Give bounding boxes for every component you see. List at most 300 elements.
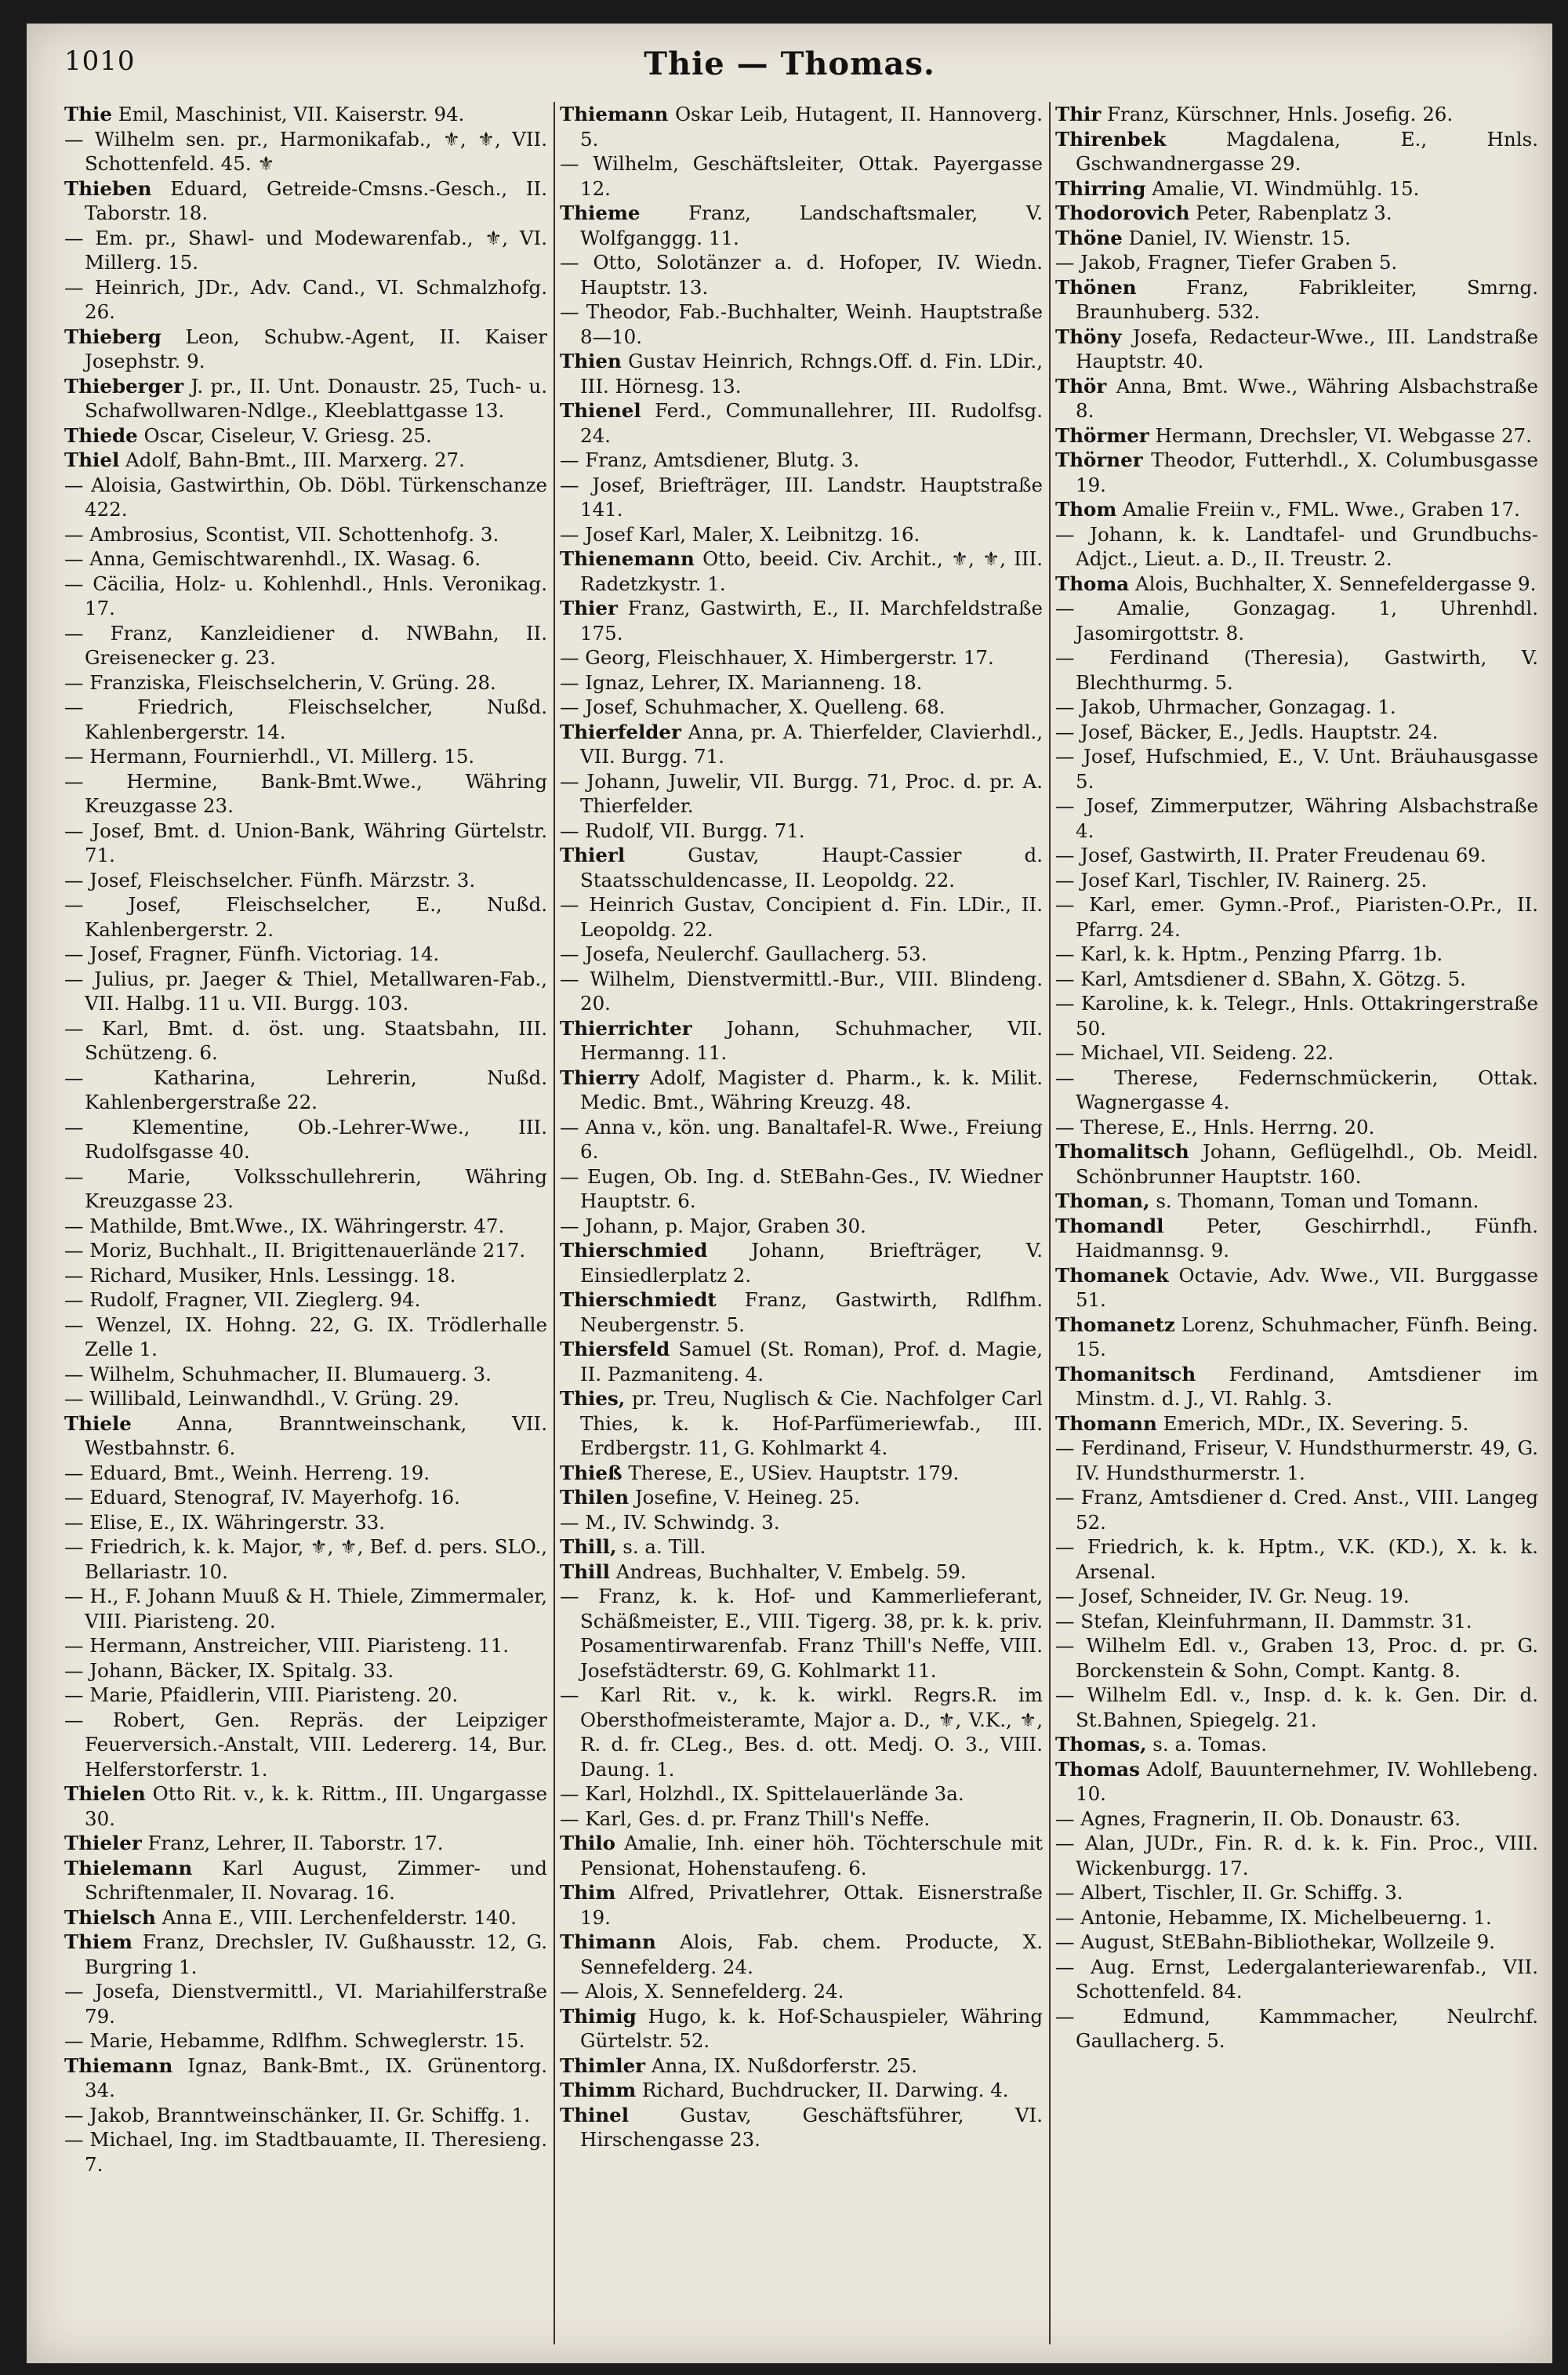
directory-entry [64, 1683, 547, 1708]
entry-surname: Thierfelder [560, 720, 681, 743]
entry-details: Otto, beeid. Civ. Archit., ⚜, ⚜, III. Radetzkystr. 1. [580, 547, 1043, 595]
directory-entry [560, 596, 1043, 645]
directory-entry [1055, 695, 1538, 720]
entry-details: Leon, Schubw.-Agent, II. Kaiser Josephstr. 9. [85, 325, 547, 372]
entry-details: s. a. Tomas. [1146, 1733, 1268, 1756]
directory-entry [560, 695, 1043, 720]
entry-details: Franz, Gastwirth, Rdlfhm. Neubergenstr. 5. [580, 1288, 1043, 1336]
directory-entry [560, 1287, 1043, 1337]
entry-details: — Friedrich, k. k. Hptm., V.K. (KD.), X. k. k. Arsenal. [1055, 1535, 1538, 1583]
entry-details: — Theodor, Fab.-Buchhalter, Weinh. Hauptstraße 8—10. [560, 300, 1043, 348]
entry-details: Josefine, V. Heineg. 25. [629, 1486, 860, 1509]
entry-details: — Marie, Volksschullehrerin, Währing Kreuzgasse 23. [64, 1164, 547, 1212]
entry-details: Franz, Gastwirth, E., II. Marchfeldstraße 175. [580, 597, 1043, 645]
entry-details: Johann, Schuhmacher, VII. Hermanng. 11. [580, 1016, 1043, 1064]
entry-details: — Marie, Hebamme, Rdlfhm. Schweglerstr. 15. [64, 2029, 525, 2052]
entry-details: — Friedrich, Fleischselcher, Nußd. Kahlenbergerstr. 14. [64, 695, 547, 743]
entry-surname: Thomalitsch [1055, 1140, 1189, 1163]
directory-entry [64, 2103, 547, 2128]
directory-entry [1055, 1683, 1538, 1732]
entry-details: — Wilhelm Edl. v., Graben 13, Proc. d. pr. G. Borckenstein & Sohn, Compt. Kantg. 8. [1055, 1634, 1538, 1682]
directory-entry [1055, 1807, 1538, 1832]
directory-entry [560, 670, 1043, 695]
entry-details: Magdalena, E., Hnls. Gschwandnergasse 29. [1076, 127, 1538, 175]
entry-details: — Elise, E., IX. Währingerstr. 33. [64, 1510, 386, 1534]
directory-entry [1055, 325, 1538, 374]
entry-surname: Thielsch [64, 1905, 156, 1929]
directory-entry [1055, 967, 1538, 992]
directory-entry [560, 2054, 1043, 2079]
directory-entry [64, 1238, 547, 1263]
entry-details: — Anna v., kön. ung. Banaltafel-R. Wwe., Freiung 6. [560, 1115, 1043, 1163]
directory-entry [64, 1016, 547, 1066]
entry-details: — Rudolf, Fragner, VII. Zieglerg. 94. [64, 1288, 421, 1311]
entry-surname: Thilen [560, 1486, 630, 1509]
entry-details: — Moriz, Buchhalt., II. Brigittenauerlände 217. [64, 1239, 526, 1262]
directory-entry [64, 1510, 547, 1535]
directory-entry [64, 2127, 547, 2177]
entry-details: Lorenz, Schuhmacher, Fünfh. Being. 15. [1076, 1313, 1538, 1360]
entry-details: — Franz, Amtsdiener, Blutg. 3. [560, 448, 860, 471]
directory-entry [1055, 1633, 1538, 1683]
entry-surname: Thörmer [1055, 423, 1149, 447]
entry-details: Ignaz, Bank-Bmt., IX. Grünentorg. 34. [85, 2054, 547, 2101]
directory-entry [560, 349, 1043, 398]
directory-entry [1055, 1189, 1538, 1214]
entry-surname: Thomanetz [1055, 1313, 1175, 1336]
entry-details: Peter, Rabenplatz 3. [1189, 202, 1392, 224]
entry-surname: Thienel [560, 399, 641, 422]
entry-details: — M., IV. Schwindg. 3. [560, 1510, 780, 1534]
directory-entry [1055, 645, 1538, 695]
directory-entry [1055, 127, 1538, 176]
directory-entry [64, 1485, 547, 1510]
directory-entry [1055, 275, 1538, 325]
directory-entry [560, 250, 1043, 300]
entry-surname: Thiem [64, 1930, 132, 1953]
directory-entry [1055, 1831, 1538, 1880]
entry-details: — Josef Karl, Tischler, IV. Rainerg. 25. [1055, 868, 1428, 892]
directory-entry [1055, 744, 1538, 793]
entry-details: — Josef Karl, Maler, X. Leibnitzg. 16. [560, 522, 920, 546]
directory-entry [64, 1461, 547, 1486]
entry-surname: Thienemann [560, 547, 695, 570]
directory-entry [1055, 102, 1538, 127]
page-number: 1010 [64, 45, 136, 77]
entry-details: — Karl, emer. Gymn.-Prof., Piaristen-O.Pr., II. Pfarrg. 24. [1055, 893, 1538, 941]
entry-details: — Katharina, Lehrerin, Nußd. Kahlenbergerstraße 22. [64, 1066, 547, 1113]
directory-entry [64, 967, 547, 1016]
entry-details: Richard, Buchdrucker, II. Darwing. 4. [636, 2079, 1009, 2101]
entry-details: — Karl, Holzhdl., IX. Spittelauerlände 3a. [560, 1782, 964, 1805]
directory-entry [1055, 1139, 1538, 1189]
directory-entry [64, 819, 547, 868]
entry-details: — Richard, Musiker, Hnls. Lessingg. 18. [64, 1263, 456, 1287]
entry-details: Franz, Lehrer, II. Taborstr. 17. [141, 1832, 444, 1854]
directory-entry [64, 547, 547, 572]
entry-surname: Thoma [1055, 572, 1130, 595]
entry-details: Franz, Fabrikleiter, Smrng. Braunhuberg. 532. [1076, 275, 1538, 323]
entry-details: Adolf, Bauunternehmer, IV. Wohllebeng. 10. [1076, 1757, 1538, 1805]
directory-entry [560, 448, 1043, 473]
directory-entry [64, 176, 547, 226]
entry-surname: Thör [1055, 374, 1107, 398]
entry-details: — Klementine, Ob.-Lehrer-Wwe., III. Rudolfsgasse 40. [64, 1115, 547, 1163]
directory-entry [64, 1905, 547, 1930]
directory-entry [64, 1214, 547, 1239]
entry-details: — Georg, Fleischhauer, X. Himbergerstr. 17. [560, 646, 994, 669]
directory-entry [64, 1411, 547, 1461]
entry-details: — Josef, Schuhmacher, X. Quelleng. 68. [560, 695, 946, 718]
entry-details: — Josef, Bmt. d. Union-Bank, Währing Gürtelstr. 71. [64, 819, 547, 866]
directory-entry [560, 1066, 1043, 1115]
entry-details: — Antonie, Hebamme, IX. Michelbeuerng. 1. [1055, 1905, 1492, 1929]
entry-surname: Thimm [560, 2079, 637, 2101]
directory-entry [1055, 1757, 1538, 1807]
entry-details: — Wilhelm Edl. v., Insp. d. k. k. Gen. Dir. d. St.Bahnen, Spiegelg. 21. [1055, 1683, 1538, 1731]
entry-details: — Wilhelm, Geschäftsleiter, Ottak. Payergasse 12. [560, 152, 1043, 200]
entry-surname: Thomann [1055, 1411, 1157, 1435]
entry-details: — Amalie, Gonzagag. 1, Uhrenhdl. Jasomirgottstr. 8. [1055, 597, 1538, 645]
entry-details: — Otto, Solotänzer a. d. Hofoper, IV. Wiedn. Hauptstr. 13. [560, 251, 1043, 299]
entry-surname: Thimann [560, 1930, 656, 1953]
entry-surname: Thomanek [1055, 1263, 1169, 1287]
entry-surname: Thiel [64, 448, 120, 471]
directory-entry [1055, 448, 1538, 497]
entry-details: Daniel, IV. Wienstr. 15. [1122, 226, 1351, 249]
entry-surname: Thieberg [64, 325, 162, 348]
entry-details: — Johann, Juwelir, VII. Burgg. 71, Proc. d. pr. A. Thierfelder. [560, 769, 1043, 817]
entry-details: — Jakob, Fragner, Tiefer Graben 5. [1055, 251, 1398, 274]
directory-entry [560, 769, 1043, 819]
directory-entry [1055, 374, 1538, 423]
entry-details: — Karl, Amtsdiener d. SBahn, X. Götzg. 5. [1055, 967, 1466, 990]
directory-entry [64, 1263, 547, 1288]
directory-entry [1055, 572, 1538, 597]
directory-entry [560, 645, 1043, 670]
entry-details: — Alan, JUDr., Fin. R. d. k. k. Fin. Proc., VIII. Wickenburgg. 17. [1055, 1832, 1538, 1879]
directory-entry [1055, 176, 1538, 202]
entry-details: — Wilhelm, Schuhmacher, II. Blumauerg. 3. [64, 1362, 492, 1385]
entry-details: Oskar Leib, Hutagent, II. Hannoverg. 5. [580, 103, 1043, 151]
entry-details: Samuel (St. Roman), Prof. d. Magie, II. Pazmaniteng. 4. [580, 1338, 1043, 1385]
entry-surname: Thirring [1055, 176, 1146, 200]
entry-details: — Heinrich Gustav, Concipient d. Fin. LDir., II. Leopoldg. 22. [560, 893, 1043, 941]
directory-entry [1055, 522, 1538, 572]
entry-details: — Ambrosius, Scontist, VII. Schottenhofg. 3. [64, 522, 499, 546]
directory-entry [64, 1066, 547, 1115]
directory-entry [560, 1807, 1043, 1832]
entry-details: Emerich, MDr., IX. Severing. 5. [1156, 1411, 1469, 1435]
entry-surname: Thinel [560, 2103, 630, 2126]
directory-entry [64, 374, 547, 423]
directory-entry [64, 1856, 547, 1905]
entry-details: — Heinrich, JDr., Adv. Cand., VI. Schmalzhofg. 26. [64, 275, 547, 323]
entry-surname: Thieberger [64, 374, 184, 398]
directory-entry [1055, 1485, 1538, 1534]
directory-entry [64, 1979, 547, 2028]
entry-details: — Josef, Schneider, IV. Gr. Neug. 19. [1055, 1585, 1410, 1607]
entry-details: — Josef, Bäcker, E., Jedls. Hauptstr. 24. [1055, 720, 1439, 743]
directory-entry [560, 1016, 1043, 1066]
entry-details: — Johann, Bäcker, IX. Spitalg. 33. [64, 1658, 394, 1682]
directory-entry [64, 1313, 547, 1362]
directory-entry [560, 1880, 1043, 1930]
directory-entry [1055, 1066, 1538, 1115]
directory-entry [1055, 1880, 1538, 1905]
entry-surname: Thöne [1055, 226, 1123, 249]
running-head: Thie — Thomas. [644, 45, 935, 82]
entry-details: — Therese, E., Hnls. Herrng. 20. [1055, 1115, 1375, 1138]
entry-surname: Thies, [560, 1387, 626, 1410]
entry-surname: Thom [1055, 498, 1117, 521]
directory-entry [1055, 720, 1538, 745]
directory-entry [560, 942, 1043, 967]
directory-entry [64, 1386, 547, 1411]
entry-details: Hugo, k. k. Hof-Schauspieler, Währing Gürtelstr. 52. [580, 2004, 1043, 2052]
entry-surname: Thomanitsch [1055, 1362, 1196, 1385]
directory-entry [64, 1115, 547, 1164]
entry-details: Emil, Maschinist, VII. Kaiserstr. 94. [111, 103, 465, 125]
entry-details: — Jakob, Branntweinschänker, II. Gr. Schiffg. 1. [64, 2103, 531, 2126]
entry-details: — Rudolf, VII. Burgg. 71. [560, 819, 805, 842]
entry-surname: Thierschmiedt [560, 1288, 717, 1311]
entry-surname: Thill [560, 1560, 610, 1583]
entry-details: — Karoline, k. k. Telegr., Hnls. Ottakringerstraße 50. [1055, 992, 1538, 1040]
directory-entry [560, 102, 1043, 151]
entry-details: Johann, Briefträger, V. Einsiedlerplatz 2. [580, 1239, 1043, 1287]
entry-surname: Thoman, [1055, 1189, 1150, 1212]
directory-entry [560, 2004, 1043, 2054]
entry-details: Anna E., VIII. Lerchenfelderstr. 140. [155, 1905, 517, 1929]
entry-details: Oscar, Ciseleur, V. Griesg. 25. [137, 423, 432, 447]
directory-entry [64, 423, 547, 448]
entry-details: Gustav, Haupt-Cassier d. Staatsschuldencasse, II. Leopoldg. 22. [580, 844, 1043, 892]
entry-surname: Thodorovich [1055, 202, 1190, 224]
directory-entry [64, 621, 547, 670]
directory-entry [1055, 1732, 1538, 1757]
directory-entry [1055, 892, 1538, 942]
directory-entry [560, 1386, 1043, 1461]
entry-details: — Karl, Bmt. d. öst. ung. Staatsbahn, III. Schützeng. 6. [64, 1016, 547, 1064]
directory-entry [560, 1930, 1043, 1979]
directory-entry [560, 2078, 1043, 2103]
directory-entry [1055, 1115, 1538, 1140]
entry-details: — Stefan, Kleinfuhrmann, II. Dammstr. 31. [1055, 1609, 1472, 1632]
directory-entry [560, 1534, 1043, 1560]
directory-entry [1055, 423, 1538, 448]
directory-entry [1055, 497, 1538, 522]
directory-entry [1055, 843, 1538, 868]
entry-details: pr. Treu, Nuglisch & Cie. Nachfolger Carl Thies, k. k. Hof-Parfümeriewfab., III. Erdbergstr. 11, G. Kohlmarkt 4. [580, 1387, 1043, 1459]
entry-details: — Eduard, Bmt., Weinh. Herreng. 19. [64, 1461, 430, 1484]
entry-details: — Aloisia, Gastwirthin, Ob. Döbl. Türkenschanze 422. [64, 473, 547, 521]
entry-details: Hermann, Drechsler, VI. Webgasse 27. [1149, 423, 1532, 447]
entry-surname: Thim [560, 1881, 616, 1904]
directory-entry [1055, 1411, 1538, 1436]
directory-entry [64, 275, 547, 325]
entry-details: — Agnes, Fragnerin, II. Ob. Donaustr. 63. [1055, 1807, 1461, 1830]
entry-details: Franz, Drechsler, IV. Gußhausstr. 12, G. Burgring 1. [85, 1930, 547, 1978]
entry-details: — Robert, Gen. Repräs. der Leipziger Feuerversich.-Anstalt, VIII. Ledererg. 14, Bur. Helferstorferstr. 1. [64, 1708, 547, 1781]
entry-surname: Thielen [64, 1782, 146, 1805]
entry-details: — Marie, Pfaidlerin, VIII. Piaristeng. 20. [64, 1683, 459, 1706]
column-divider [554, 102, 555, 2344]
entry-details: Peter, Geschirrhdl., Fünfh. Haidmannsg. 9. [1076, 1214, 1538, 1262]
entry-details: Alois, Buchhalter, X. Sennefeldergasse 9. [1129, 572, 1537, 595]
directory-entry [560, 398, 1043, 448]
directory-entry [64, 1287, 547, 1313]
entry-details: Therese, E., USiev. Hauptstr. 179. [622, 1461, 960, 1484]
directory-entry [560, 1831, 1043, 1880]
entry-details: — Jakob, Uhrmacher, Gonzagag. 1. [1055, 695, 1396, 718]
directory-entry [1055, 1362, 1538, 1411]
entry-details: — Johann, k. k. Landtafel- und Grundbuchs-Adjct., Lieut. a. D., II. Treustr. 2. [1055, 522, 1538, 570]
directory-entry [64, 522, 547, 547]
directory-entry [560, 1683, 1043, 1781]
entry-details: Anna, Branntweinschank, VII. Westbahnstr. 6. [85, 1411, 547, 1459]
entry-details: Gustav Heinrich, Rchngs.Off. d. Fin. LDir., III. Hörnesg. 13. [580, 350, 1043, 398]
directory-entry [64, 1362, 547, 1387]
entry-surname: Thieme [560, 202, 641, 224]
entry-details: s. a. Till. [616, 1535, 706, 1558]
directory-entry [64, 942, 547, 967]
entry-details: — Franziska, Fleischselcherin, V. Grüng. 28. [64, 670, 496, 694]
entry-details: Anna, IX. Nußdorferstr. 25. [645, 2054, 917, 2077]
directory-entry [560, 1560, 1043, 1585]
directory-entry [560, 151, 1043, 201]
entry-details: — Eduard, Stenograf, IV. Mayerhofg. 16. [64, 1486, 460, 1509]
directory-entry [560, 967, 1043, 1016]
entry-details: Ferdinand, Amtsdiener im Minstm. d. J., VI. Rahlg. 3. [1076, 1362, 1538, 1410]
entry-details: Eduard, Getreide-Cmsns.-Gesch., II. Taborstr. 18. [85, 176, 547, 224]
entry-details: — Edmund, Kammmacher, Neulrchf. Gaullacherg. 5. [1055, 2004, 1538, 2052]
entry-surname: Thöny [1055, 325, 1122, 348]
entry-details: Alois, Fab. chem. Producte, X. Sennefelderg. 24. [580, 1930, 1043, 1978]
entry-details: Theodor, Futterhdl., X. Columbusgasse 19. [1076, 448, 1538, 496]
column-3 [1055, 102, 1538, 2352]
entry-details: Anna, Bmt. Wwe., Währing Alsbachstraße 8. [1076, 374, 1538, 422]
directory-entry [560, 473, 1043, 522]
directory-entry [64, 769, 547, 819]
directory-entry [1055, 942, 1538, 967]
directory-entry [560, 1238, 1043, 1287]
entry-details: — Hermann, Fournierhdl., VI. Millerg. 15. [64, 745, 475, 768]
entry-details: — Therese, Federnschmückerin, Ottak. Wagnergasse 4. [1055, 1066, 1538, 1113]
directory-entry [1055, 1534, 1538, 1584]
column-2 [560, 102, 1043, 2352]
directory-entry [64, 226, 547, 275]
directory-entry [560, 1510, 1043, 1535]
entry-details: — Alois, X. Sennefelderg. 24. [560, 1980, 844, 2003]
directory-entry [560, 819, 1043, 844]
directory-entry [560, 2103, 1043, 2152]
entry-details: — Julius, pr. Jaeger & Thiel, Metallwaren-Fab., VII. Halbg. 11 u. VII. Burgg. 103. [64, 967, 547, 1015]
directory-entry [560, 1781, 1043, 1807]
directory-entry [1055, 201, 1538, 226]
entry-details: — Karl Rit. v., k. k. wirkl. Regrs.R. im Obersthofmeisteramte, Major a. D., ⚜, V.K., ⚜, R. d. fr. CLeg., Bes. d. ott. Medj. O. 3., VIII. Daung. 1. [560, 1683, 1043, 1781]
entry-details: — Cäcilia, Holz- u. Kohlenhdl., Hnls. Veronikag. 17. [64, 572, 547, 619]
entry-details: Andreas, Buchhalter, V. Embelg. 59. [609, 1560, 967, 1583]
entry-details: — Aug. Ernst, Ledergalanteriewarenfab., VII. Schottenfeld. 84. [1055, 1955, 1538, 2003]
entry-surname: Thieß [560, 1461, 622, 1484]
entry-details: Adolf, Bahn-Bmt., III. Marxerg. 27. [119, 448, 465, 471]
entry-details: — Ignaz, Lehrer, IX. Marianneng. 18. [560, 670, 923, 694]
entry-surname: Thierrichter [560, 1016, 692, 1040]
entry-surname: Thomas, [1055, 1733, 1147, 1756]
entry-details: — Josefa, Dienstvermittl., VI. Mariahilferstraße 79. [64, 1980, 547, 2028]
column-divider [1049, 102, 1051, 2344]
directory-entry [64, 1584, 547, 1633]
directory-entry [64, 325, 547, 374]
entry-details: — Josef, Zimmerputzer, Währing Alsbachstraße 4. [1055, 794, 1538, 842]
entry-details: Ferd., Communallehrer, III. Rudolfsg. 24. [580, 399, 1043, 447]
entry-surname: Thierschmied [560, 1239, 708, 1262]
entry-details: — Josef, Fleischselcher. Fünfh. Märzstr. 3. [64, 868, 476, 892]
directory-entry [1055, 1955, 1538, 2004]
entry-details: — Em. pr., Shawl- und Modewarenfab., ⚜, VI. Millerg. 15. [64, 226, 547, 274]
entry-details: — Karl, Ges. d. pr. Franz Thill's Neffe. [560, 1807, 931, 1830]
entry-details: — Josef, Briefträger, III. Landstr. Hauptstraße 141. [560, 473, 1043, 521]
entry-surname: Thimler [560, 2054, 646, 2077]
entry-details: — Michael, Ing. im Stadtbauamte, II. Theresieng. 7. [64, 2128, 547, 2176]
directory-entry [1055, 1584, 1538, 1609]
directory-entry [64, 892, 547, 942]
entry-details: — Michael, VII. Seideng. 22. [1055, 1041, 1334, 1064]
entry-surname: Thörner [1055, 448, 1143, 471]
entry-surname: Thimig [560, 2004, 637, 2028]
directory-entry [560, 522, 1043, 547]
entry-surname: Thier [560, 597, 618, 619]
directory-entry [64, 2054, 547, 2103]
entry-details: Franz, Landschaftsmaler, V. Wolfganggg. 11. [580, 202, 1043, 249]
directory-entry [64, 1633, 547, 1658]
entry-details: Amalie, Inh. einer höh. Töchterschule mit Pensionat, Hohenstaufeng. 6. [580, 1832, 1043, 1879]
entry-details: — Hermann, Anstreicher, VIII. Piaristeng. 11. [64, 1634, 510, 1657]
directory-entry [560, 892, 1043, 942]
entry-surname: Thie [64, 103, 112, 125]
entry-surname: Thomas [1055, 1757, 1140, 1781]
entry-details: — Josef, Hufschmied, E., V. Unt. Bräuhausgasse 5. [1055, 745, 1538, 793]
directory-entry [1055, 1040, 1538, 1066]
directory-entry [560, 547, 1043, 596]
entry-details: — Anna, Gemischtwarenhdl., IX. Wasag. 6. [64, 547, 481, 570]
directory-entry [560, 1584, 1043, 1683]
entry-surname: Thiemann [560, 103, 669, 125]
entry-surname: Thomandl [1055, 1214, 1164, 1237]
entry-details: s. Thomann, Toman und Tomann. [1149, 1189, 1479, 1212]
entry-surname: Thiede [64, 423, 138, 447]
entry-surname: Thielemann [64, 1856, 193, 1879]
entry-surname: Thierry [560, 1066, 639, 1089]
entry-details: J. pr., II. Unt. Donaustr. 25, Tuch- u. Schafwollwaren-Ndlge., Kleeblattgasse 13. [85, 374, 547, 422]
entry-details: — Josef, Gastwirth, II. Prater Freudenau 69. [1055, 844, 1486, 866]
directory-entry [560, 1485, 1043, 1510]
entry-details: — Ferdinand (Theresia), Gastwirth, V. Blechthurmg. 5. [1055, 646, 1538, 694]
entry-details: — Hermine, Bank-Bmt.Wwe., Währing Kreuzgasse 23. [64, 769, 547, 817]
entry-surname: Thir [1055, 103, 1102, 125]
entry-details: Octavie, Adv. Wwe., VII. Burggasse 51. [1076, 1263, 1538, 1311]
directory-entry [1055, 868, 1538, 893]
entry-details: Alfred, Privatlehrer, Ottak. Eisnerstraße 19. [580, 1881, 1043, 1929]
entry-details: Amalie Freiin v., FML. Wwe., Graben 17. [1116, 498, 1520, 521]
directory-entry [1055, 1263, 1538, 1313]
entry-details: — Wenzel, IX. Hohng. 22, G. IX. Trödlerhalle Zelle 1. [64, 1313, 547, 1360]
entry-surname: Thill, [560, 1535, 617, 1558]
entry-details: — Franz, k. k. Hof- und Kammerlieferant, Schäßmeister, E., VIII. Tigerg. 38, pr. k. k. priv. Posamentirwarenfab. Franz Thill's Neffe, VIII. Josefstädterstr. 69, G. Kohlmarkt 11. [560, 1585, 1043, 1682]
entry-details: Johann, Geflügelhdl., Ob. Meidl. Schönbrunner Hauptstr. 160. [1076, 1140, 1538, 1188]
directory-entry [560, 1164, 1043, 1214]
